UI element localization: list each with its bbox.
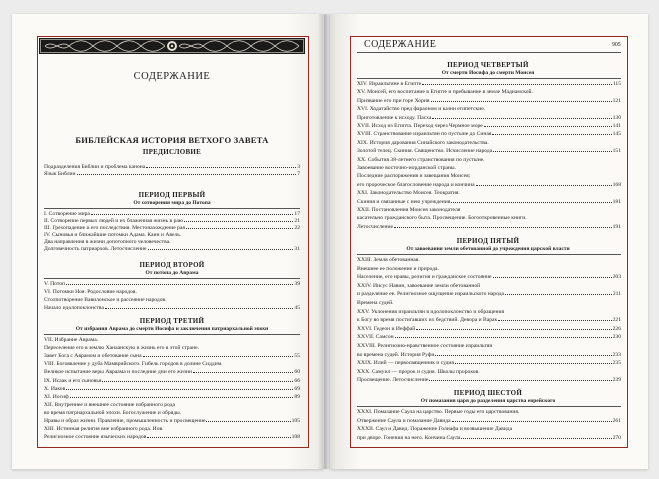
period-title: ПЕРИОД ПЯТЫЙ	[456, 237, 520, 245]
toc-entry	[44, 281, 300, 288]
toc-entry	[357, 283, 621, 290]
dot-leader	[77, 174, 297, 175]
dot-leader	[105, 308, 294, 309]
toc-entry-title: XXIX. Илий — первосвященник и судия	[357, 360, 454, 367]
toc-entry-title: II. Сотворение первых людей и их блаженная жизнь в раю	[44, 218, 184, 224]
toc-entry-title: XI. Иосиф	[44, 393, 69, 400]
toc-entry	[44, 426, 300, 433]
toc-entry	[44, 218, 300, 225]
toc-entry	[357, 148, 621, 155]
toc-entry-page: 270	[612, 434, 621, 441]
toc-entry-page: 230	[612, 334, 621, 341]
toc-entry-title: Нравы и образ жизни. Правление, промышленность и просвещение	[44, 418, 206, 424]
toc-entry-page: 226	[612, 325, 621, 332]
toc-entry	[44, 337, 300, 344]
toc-entry-page: 66	[294, 377, 300, 384]
period-subtitle: От избрания Аврама до смерти Иосифа и заключения патриархальной эпохи	[75, 326, 269, 332]
period-subtitle: От потопа до Аврама	[145, 270, 199, 276]
toc-entry-title: III. Грехопадение и его последствия. Местонахождение рая	[44, 225, 185, 231]
toc-entry	[44, 378, 300, 385]
dot-leader	[146, 167, 296, 168]
toc-entry	[357, 207, 621, 214]
toc-entry-page: 105	[291, 418, 300, 424]
toc-entry	[357, 215, 621, 222]
section-rule	[357, 78, 621, 79]
period-title: ПЕРИОД ВТОРОЙ	[139, 261, 205, 269]
toc-entry-page: 89	[294, 393, 300, 400]
dot-leader	[451, 202, 611, 203]
dot-leader	[429, 380, 611, 381]
toc-entry-title: Переселение его в землю Ханаанскую и жизнь его в этой стране.	[44, 345, 199, 352]
toc-entry	[44, 232, 300, 239]
period-subtitle: От смерти Иосифа до смерти Моисея	[441, 70, 535, 76]
toc-entry-page: 21	[294, 218, 300, 224]
toc-entry	[357, 224, 621, 231]
toc-entry-title: VII. Избрание Аврама.	[44, 337, 99, 343]
dot-leader	[476, 185, 612, 186]
toc-entry-page: 203	[612, 274, 621, 281]
toc-entry	[357, 266, 621, 273]
toc-entry-page: 130	[612, 114, 621, 121]
dot-leader	[493, 151, 611, 152]
toc-entry	[357, 123, 621, 130]
dot-leader	[143, 356, 294, 357]
toc-entry-page: 108	[291, 434, 300, 441]
toc-entry	[44, 305, 300, 312]
dot-leader	[91, 214, 293, 215]
dot-leader	[432, 118, 611, 119]
toc-entry	[44, 434, 300, 441]
toc-entry-title: Язык Библии	[44, 171, 76, 177]
toc-entry-title: Просвещение. Летосчисление	[357, 377, 429, 384]
toc-entry-page: 45	[294, 305, 300, 311]
section-rule	[44, 278, 300, 279]
period-title: ПЕРИОД ПЕРВЫЙ	[138, 191, 206, 199]
toc-entry-title: его пророческое благословение народа и кончина	[357, 181, 475, 188]
toc-entry-title: Начало идолопоклонства	[44, 305, 104, 311]
dot-leader	[416, 329, 611, 330]
book-title: БИБЛЕЙСКАЯ ИСТОРИЯ ВЕТХОГО ЗАВЕТА	[75, 135, 269, 145]
dot-leader	[452, 421, 612, 422]
book-gutter	[318, 14, 336, 469]
toc-entry-title: к Богу во время постигавших их бедствий. Девора и Варак	[357, 317, 498, 324]
period-subtitle: От завоевания земли обетованной до учреждения царской власти	[406, 246, 570, 252]
dot-leader	[102, 381, 293, 382]
toc-entry	[44, 369, 300, 376]
toc-entry	[357, 173, 621, 180]
toc-entry	[44, 171, 300, 178]
toc-entry-title: XVII. Исход из Египта. Переход через Чермное море	[357, 123, 483, 129]
toc-entry-title: V. Потоп	[44, 281, 66, 287]
toc-entry-page: 235	[612, 360, 621, 367]
toc-entry-page: 3	[297, 164, 300, 170]
toc-entry-title: XX. События 38-летнего странствования по пустыне.	[357, 156, 485, 163]
toc-entry-page: 115	[612, 81, 621, 87]
left-page	[12, 14, 324, 469]
dot-leader	[186, 228, 293, 229]
toc-entry-title: Призвание его при горе Хорив	[357, 97, 430, 104]
toc-entry-page: 55	[294, 353, 300, 360]
dot-leader	[493, 277, 612, 278]
toc-entry-title: XXVIII. Религиозно-нравственное состояние израильтян	[357, 343, 493, 349]
dot-leader	[492, 134, 611, 135]
toc-entry-title: Два направления в жизни допотопного человечества.	[44, 239, 171, 245]
period-title: ПЕРИОД ЧЕТВЕРТЫЙ	[447, 61, 529, 69]
toc-entry-title: Золотой телец. Скиния. Священство. Исчисление народа	[357, 148, 493, 155]
toc-entry-title: XXI. Законодательство Моисея. Теократия.	[357, 190, 460, 197]
toc-entry-title: Великое испытание веры Авраама и последние дни его жизни	[44, 369, 192, 376]
dot-leader	[498, 320, 611, 321]
toc-entry-title: Внешнее ее положение и природа.	[357, 265, 439, 272]
toc-entry	[357, 418, 621, 425]
dot-leader	[435, 355, 611, 356]
dot-leader	[422, 84, 612, 85]
toc-entry-page: 121	[612, 97, 621, 104]
ornamental-header-band	[39, 38, 305, 54]
toc-entry-title: X. Иаков	[44, 385, 66, 392]
toc-entry	[44, 418, 300, 425]
running-head: СОДЕРЖАНИЕ	[364, 39, 437, 50]
toc-entry-title: Завоевание восточно-иорданской страны.	[357, 165, 457, 171]
toc-entry-title: Столпотворение Вавилонское и рассеяние народов.	[44, 297, 167, 303]
toc-entry-page: 191	[612, 223, 621, 230]
toc-entry-page: 39	[294, 281, 300, 287]
toc-entry	[357, 140, 621, 147]
toc-entry-title: IV. Сыновья и ближайшие потомки Адама. Каин и Авель.	[44, 232, 182, 238]
toc-entry-title: и разделение ее. Религиозное ощущение израильского народа	[357, 291, 505, 298]
toc-entry-title: XIX. История дарования Синайского законодательства.	[357, 139, 489, 146]
dot-leader	[147, 437, 290, 438]
toc-entry	[44, 164, 300, 171]
toc-entry-page: 22	[294, 225, 300, 231]
toc-entry-page: 69	[294, 385, 300, 392]
toc-entry	[357, 317, 621, 324]
toc-entry-title: XIV. Израильтяне в Египте	[357, 81, 422, 87]
toc-entry	[357, 326, 621, 333]
dot-leader	[505, 294, 612, 295]
toc-entry-title: касательно гражданского быта. Просвещение. Богооткровенные книги.	[357, 215, 527, 222]
dot-leader	[184, 221, 293, 222]
dot-leader	[193, 372, 293, 373]
toc-entry-title: XXXII. Саул и Давид. Поражение Голиафа и возвышение Давида	[357, 426, 513, 433]
contents-heading: СОДЕРЖАНИЕ	[133, 71, 211, 82]
toc-entry	[357, 131, 621, 138]
period-title: ПЕРИОД ТРЕТИЙ	[139, 317, 205, 325]
toc-entry-title: XXX. Самуил — пророк и судия. Школы пророков.	[357, 368, 480, 375]
section-rule	[357, 406, 621, 407]
toc-entry	[357, 343, 621, 350]
page-number: 905	[612, 42, 621, 48]
toc-entry-title: Долговечность патриархов. Летосчисление	[44, 246, 147, 252]
toc-entry-title: XV. Моисей, его воспитание в Египте и пребывание в земле Мадиамской.	[357, 89, 533, 96]
dot-leader	[461, 438, 611, 439]
toc-entry	[44, 394, 300, 401]
toc-entry-title: XVIII. Странствование израильтян по пустыне до Синая	[357, 131, 492, 138]
toc-entry-title: Религиозное состояние языческих народов	[44, 434, 147, 441]
toc-entry-page: 233	[612, 351, 621, 358]
toc-entry-title: Последние распоряжения и завещания Моисея;	[357, 173, 471, 180]
toc-entry-title: XIII. Истинная религия вне избранного рода. Иов.	[44, 426, 164, 433]
toc-entry-page: 221	[612, 317, 621, 324]
toc-entry	[357, 409, 621, 416]
header-rule	[357, 52, 621, 53]
section-rule	[357, 254, 621, 255]
toc-entry	[357, 377, 621, 384]
toc-entry-title: VIII. Богоявление у дуба Мамврийского. Гибель городов в долине Сиддим.	[44, 361, 223, 368]
toc-entry-title: XXIV. Иисус Навин, завоевание земли обетованной	[357, 282, 481, 289]
toc-entry-title: XXVI. Гедеон и Иеффай	[357, 325, 416, 332]
section-rule	[44, 334, 300, 335]
toc-entry-title: Подразделения Библии и проблема канона	[44, 164, 146, 170]
dot-leader	[70, 397, 294, 398]
toc-entry	[44, 345, 300, 352]
period-title: ПЕРИОД ШЕСТОЙ	[453, 389, 523, 397]
toc-entry	[44, 239, 300, 246]
toc-entry-title: XXV. Уклонения израильтян в идолопоклонство и обращения	[357, 308, 505, 315]
toc-entry	[357, 352, 621, 359]
toc-entry	[357, 291, 621, 298]
dot-leader	[148, 249, 294, 250]
section-rule	[44, 208, 300, 209]
toc-entry	[357, 89, 621, 96]
toc-entry	[44, 225, 300, 232]
toc-entry-page: 31	[294, 246, 300, 252]
toc-entry-title: во время патриархальной эпохи. Богослужение и обряды.	[44, 409, 182, 416]
dot-leader	[455, 363, 612, 364]
right-page	[330, 14, 648, 469]
toc-entry	[357, 81, 621, 88]
toc-entry-page: 261	[612, 417, 621, 424]
toc-entry	[44, 297, 300, 304]
toc-entry-title: XXVII. Самсон	[357, 334, 394, 341]
toc-entry-page: 17	[294, 211, 300, 217]
toc-entry-title: Отвержение Саула и помазание Давида	[357, 417, 451, 424]
toc-entry	[357, 115, 621, 122]
toc-entry-title: IX. Исаак и его сыновья	[44, 377, 102, 384]
toc-entry-page: 151	[612, 148, 621, 155]
dot-leader	[431, 101, 612, 102]
toc-entry-page: 145	[612, 131, 621, 138]
toc-entry	[357, 369, 621, 376]
toc-entry	[44, 353, 300, 360]
toc-entry	[357, 199, 621, 206]
toc-entry-title: во времена судей. История Руфи	[357, 351, 435, 358]
toc-entry	[357, 360, 621, 367]
toc-entry-page: 141	[612, 123, 621, 129]
toc-entry-title: XXII. Постановления Моисея законодателя	[357, 207, 461, 213]
toc-entry-title: XVI. Ходатайство пред фараоном и казни египетские.	[357, 106, 486, 113]
toc-entry-title: Население, его нравы, религия и гражданское состояние	[357, 274, 492, 281]
toc-entry	[44, 402, 300, 409]
dot-leader	[66, 284, 293, 285]
period-subtitle: От сотворения мира до Потопа	[133, 200, 211, 206]
toc-entry	[357, 334, 621, 341]
dot-leader	[484, 126, 612, 127]
toc-entry-page: 60	[294, 369, 300, 376]
toc-entry-title: Завет Бога с Аврамом и обетование сына	[44, 353, 142, 360]
toc-entry-page: 181	[612, 198, 621, 205]
toc-entry	[357, 106, 621, 113]
toc-entry	[44, 386, 300, 393]
toc-entry	[357, 426, 621, 433]
toc-entry	[357, 300, 621, 307]
toc-entry	[357, 309, 621, 316]
toc-entry	[357, 190, 621, 197]
dot-leader	[206, 421, 290, 422]
toc-entry	[357, 98, 621, 105]
toc-entry-title: Приготовление к исходу. Пасха	[357, 114, 432, 121]
toc-entry-page: 7	[297, 171, 300, 177]
toc-entry	[357, 274, 621, 281]
toc-entry-title: при дворе. Гонения на него. Кончина Саула	[357, 434, 461, 441]
toc-entry-title: Времена судей.	[357, 300, 394, 306]
toc-entry	[44, 289, 300, 296]
toc-entry-page: 239	[612, 377, 621, 384]
toc-entry	[44, 361, 300, 368]
toc-entry-page: 168	[612, 181, 621, 188]
toc-entry	[357, 182, 621, 189]
toc-entry-title: I. Сотворение мира	[44, 211, 90, 217]
toc-entry-title: XXXI. Помазание Саула на царство. Первые годы его царствования.	[357, 409, 520, 415]
toc-entry	[357, 165, 621, 172]
toc-entry-title: XII. Внутреннее и внешнее состояние избранного рода	[44, 401, 176, 408]
dot-leader	[66, 389, 293, 390]
toc-entry	[44, 246, 300, 253]
toc-entry-title: XXIII. Земля обетованная.	[357, 257, 420, 263]
toc-entry	[357, 157, 621, 164]
dot-leader	[395, 337, 612, 338]
toc-entry	[357, 257, 621, 264]
toc-entry	[44, 211, 300, 218]
toc-entry-title: Скиния и связанные с нею учреждения	[357, 198, 451, 205]
dot-leader	[394, 227, 612, 228]
toc-entry-page: 211	[612, 291, 621, 298]
toc-entry-title: VI. Потомки Ноя. Родословие народов.	[44, 289, 137, 295]
period-subtitle: От помазания царя до разделения царства еврейского	[420, 398, 556, 404]
toc-entry	[357, 435, 621, 442]
toc-entry	[44, 410, 300, 417]
preface-title: ПРЕДИСЛОВИЕ	[142, 148, 202, 156]
toc-entry-title: Летосчисление	[357, 223, 393, 230]
